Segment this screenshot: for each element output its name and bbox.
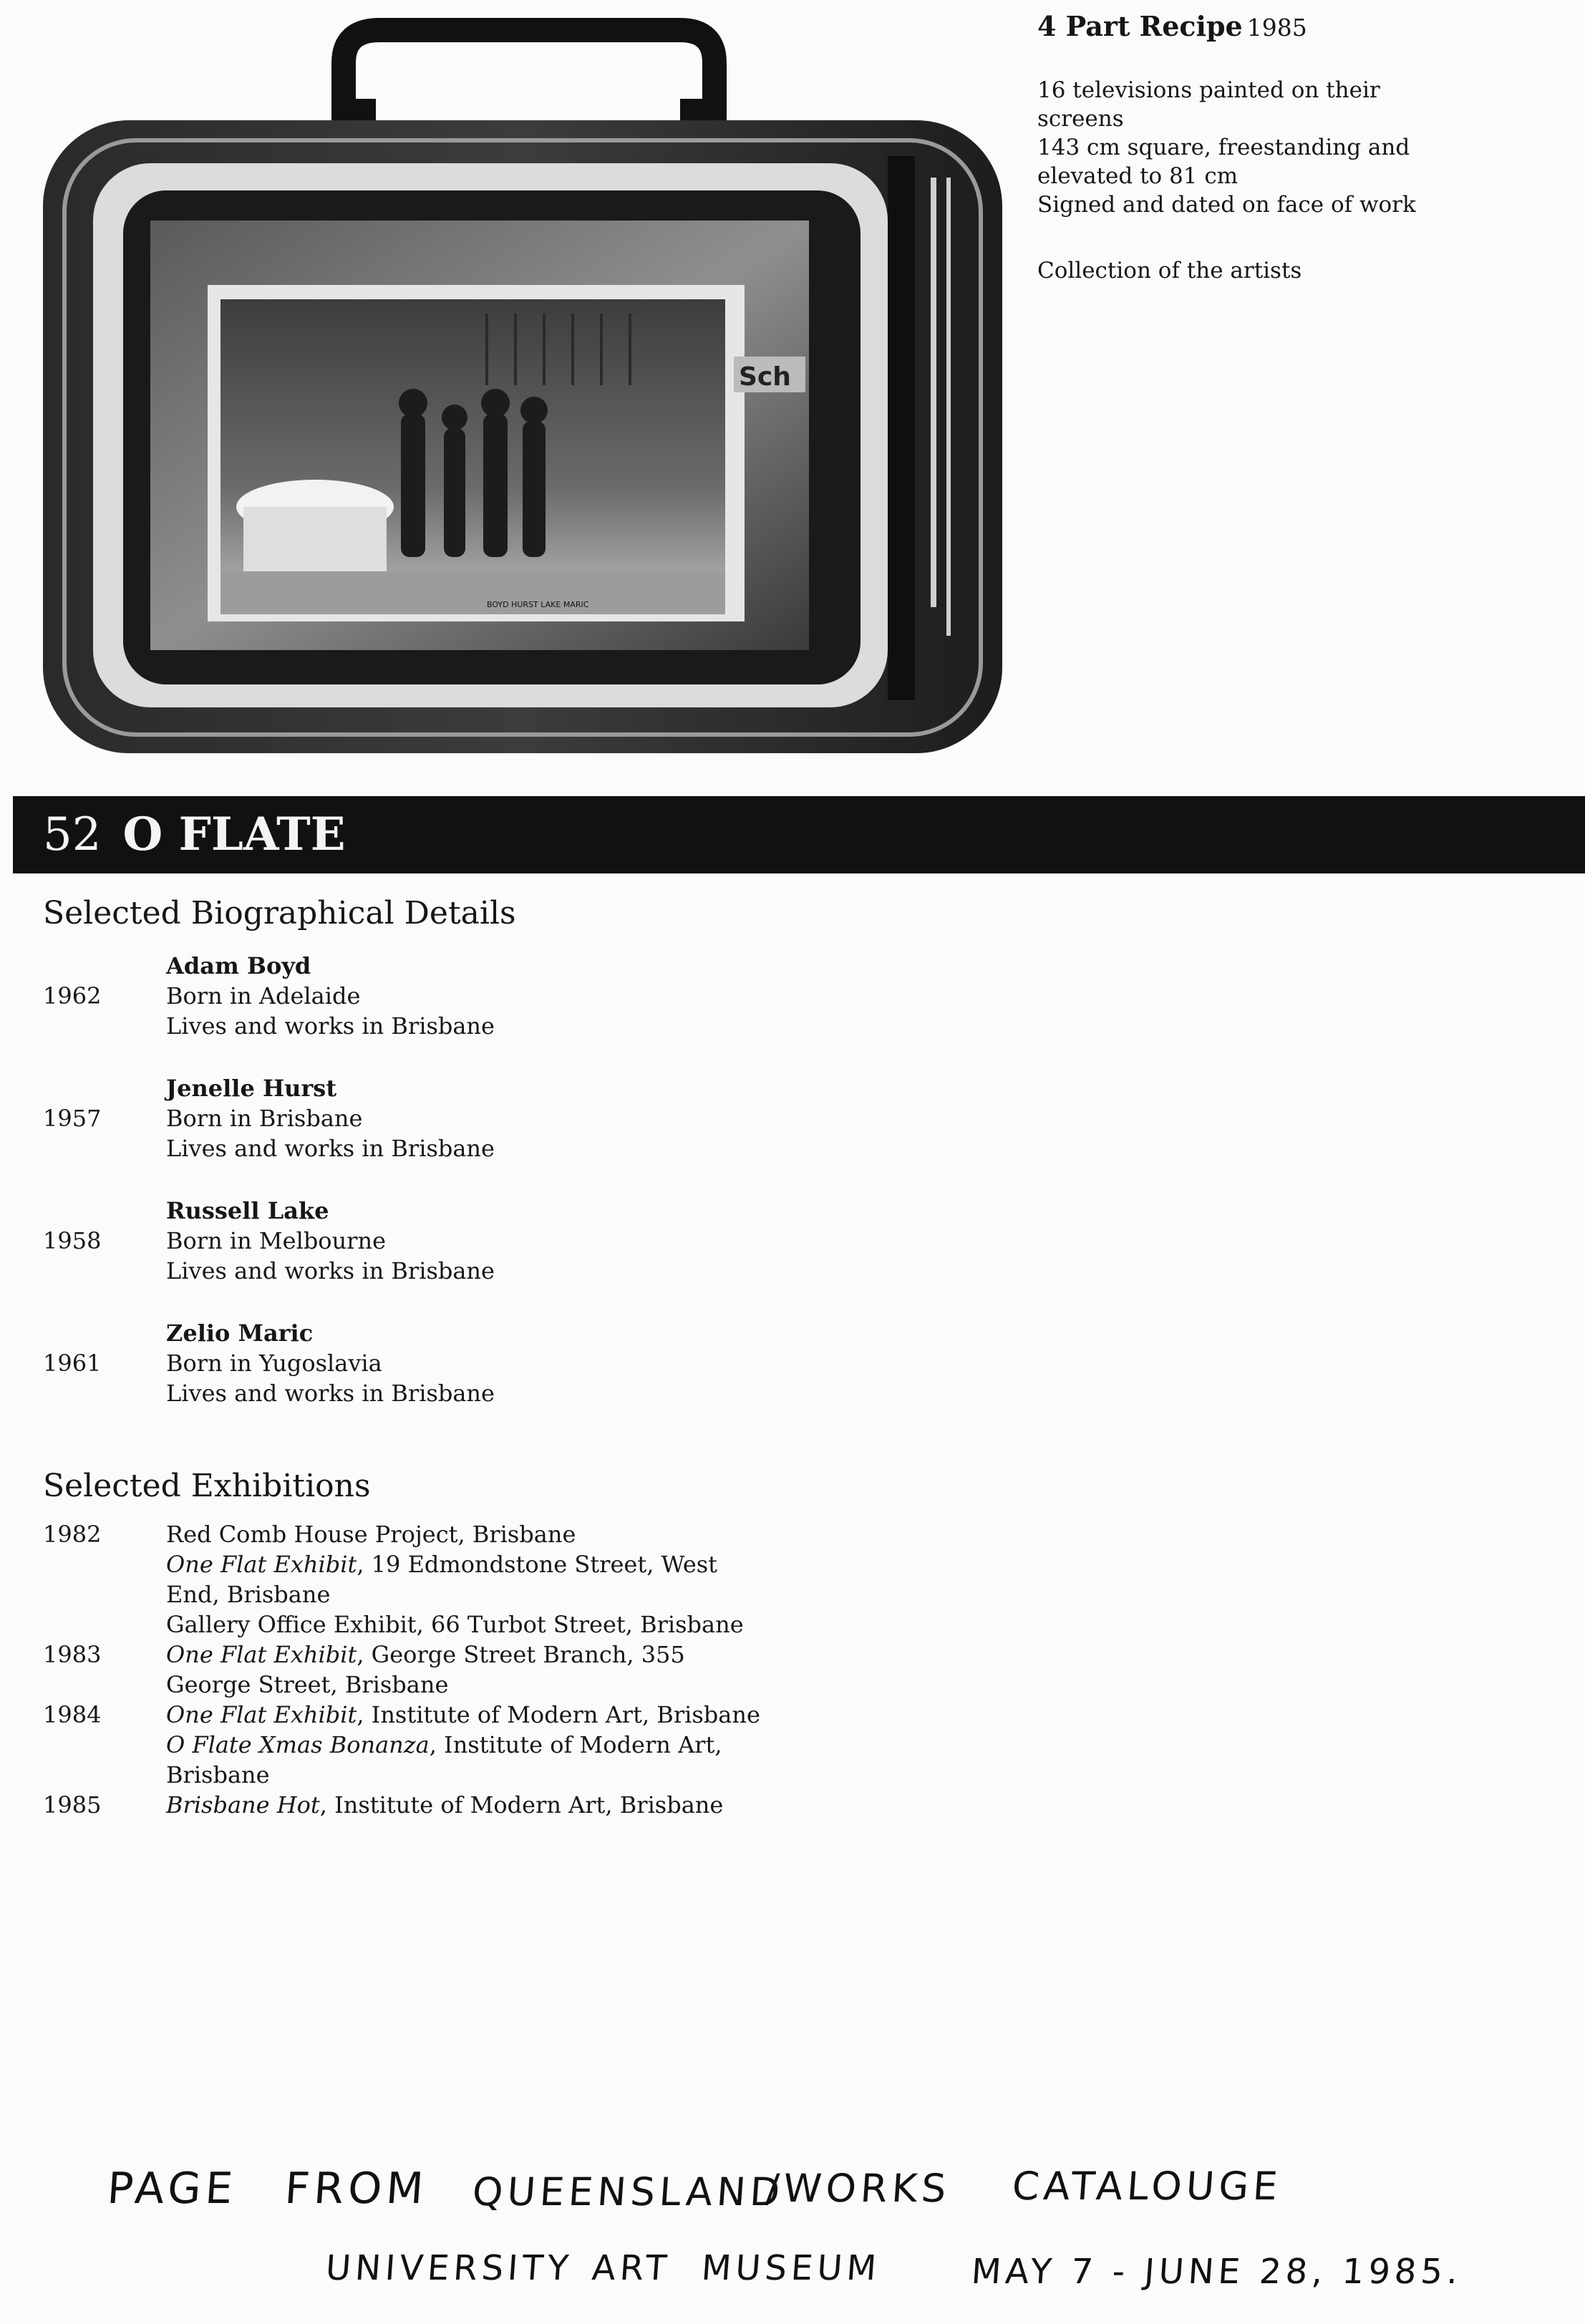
birth-year: 1958 (43, 1227, 102, 1254)
exhibition-line: Brisbane Hot, Institute of Modern Art, Brisbane (166, 1791, 724, 1819)
artwork-title (1037, 10, 1307, 42)
residence: Lives and works in Brisbane (166, 1012, 495, 1040)
handwritten-word: CATALOUGE (1010, 2164, 1284, 2209)
section-number: 52 (43, 808, 102, 861)
exhibitions-heading: Selected Exhibitions (43, 1468, 371, 1504)
artwork-photo (43, 13, 1002, 753)
residence: Lives and works in Brisbane (166, 1135, 495, 1162)
description-line: 143 cm square, freestanding and (1037, 135, 1410, 160)
exhibition-line: O Flate Xmas Bonanza, Institute of Modern Art, (166, 1731, 722, 1758)
handwritten-word: ART (591, 2248, 672, 2288)
exhibition-line: Red Comb House Project, Brisbane (166, 1521, 576, 1548)
birth-year: 1961 (43, 1350, 102, 1377)
exhibition-year: 1985 (43, 1791, 102, 1819)
person-name: Adam Boyd (166, 952, 311, 979)
birthplace: Born in Yugoslavia (166, 1350, 382, 1377)
exhibition-line: End, Brisbane (166, 1581, 331, 1608)
birth-year: 1957 (43, 1105, 102, 1132)
handwritten-word: FROM (283, 2164, 430, 2214)
exhibition-line: One Flat Exhibit, 19 Edmondstone Street, West (166, 1551, 718, 1578)
artwork-title-text: 4 Part Recipe (1037, 10, 1243, 42)
person-name: Jenelle Hurst (166, 1075, 337, 1102)
exhibition-line: Gallery Office Exhibit, 66 Turbot Street, Brisbane (166, 1611, 744, 1638)
description-line: Signed and dated on face of work (1037, 192, 1416, 218)
person-name: Zelio Maric (166, 1320, 314, 1347)
handwritten-word: QUEENSLAND (470, 2169, 786, 2214)
artwork-year: 1985 (1246, 14, 1307, 42)
handwritten-word: MUSEUM (700, 2248, 882, 2288)
residence: Lives and works in Brisbane (166, 1380, 495, 1407)
section-heading (43, 808, 345, 861)
exhibition-line: One Flat Exhibit, George Street Branch, 355 (166, 1641, 685, 1668)
birth-year: 1962 (43, 982, 102, 1010)
handwritten-word: PAGE (105, 2164, 239, 2214)
handwritten-word: MAY 7 - JUNE 28, 1985. (970, 2252, 1464, 2292)
birthplace: Born in Brisbane (166, 1105, 363, 1132)
description-line: screens (1037, 106, 1124, 132)
description-line: 16 televisions painted on their (1037, 77, 1380, 103)
exhibition-year: 1983 (43, 1641, 102, 1668)
person-name: Russell Lake (166, 1197, 329, 1224)
section-name: O FLATE (122, 808, 346, 861)
birthplace: Born in Adelaide (166, 982, 361, 1010)
handwritten-word: UNIVERSITY (324, 2248, 574, 2288)
birthplace: Born in Melbourne (166, 1227, 387, 1254)
description-line: elevated to 81 cm (1037, 163, 1239, 189)
handwritten-word: /WORKS (764, 2166, 952, 2211)
exhibition-line: George Street, Brisbane (166, 1671, 449, 1698)
exhibition-year: 1982 (43, 1521, 102, 1548)
exhibition-line: Brisbane (166, 1761, 270, 1788)
artwork-collection: Collection of the artists (1037, 258, 1302, 284)
exhibition-line: One Flat Exhibit, Institute of Modern Art, Brisbane (166, 1701, 760, 1728)
biography-heading: Selected Biographical Details (43, 895, 516, 931)
artwork-description (1037, 76, 1416, 219)
exhibition-year: 1984 (43, 1701, 102, 1728)
svg-text:Sch: Sch (739, 362, 791, 392)
screen-signature: BOYD HURST LAKE MARIC (487, 600, 589, 609)
residence: Lives and works in Brisbane (166, 1257, 495, 1284)
